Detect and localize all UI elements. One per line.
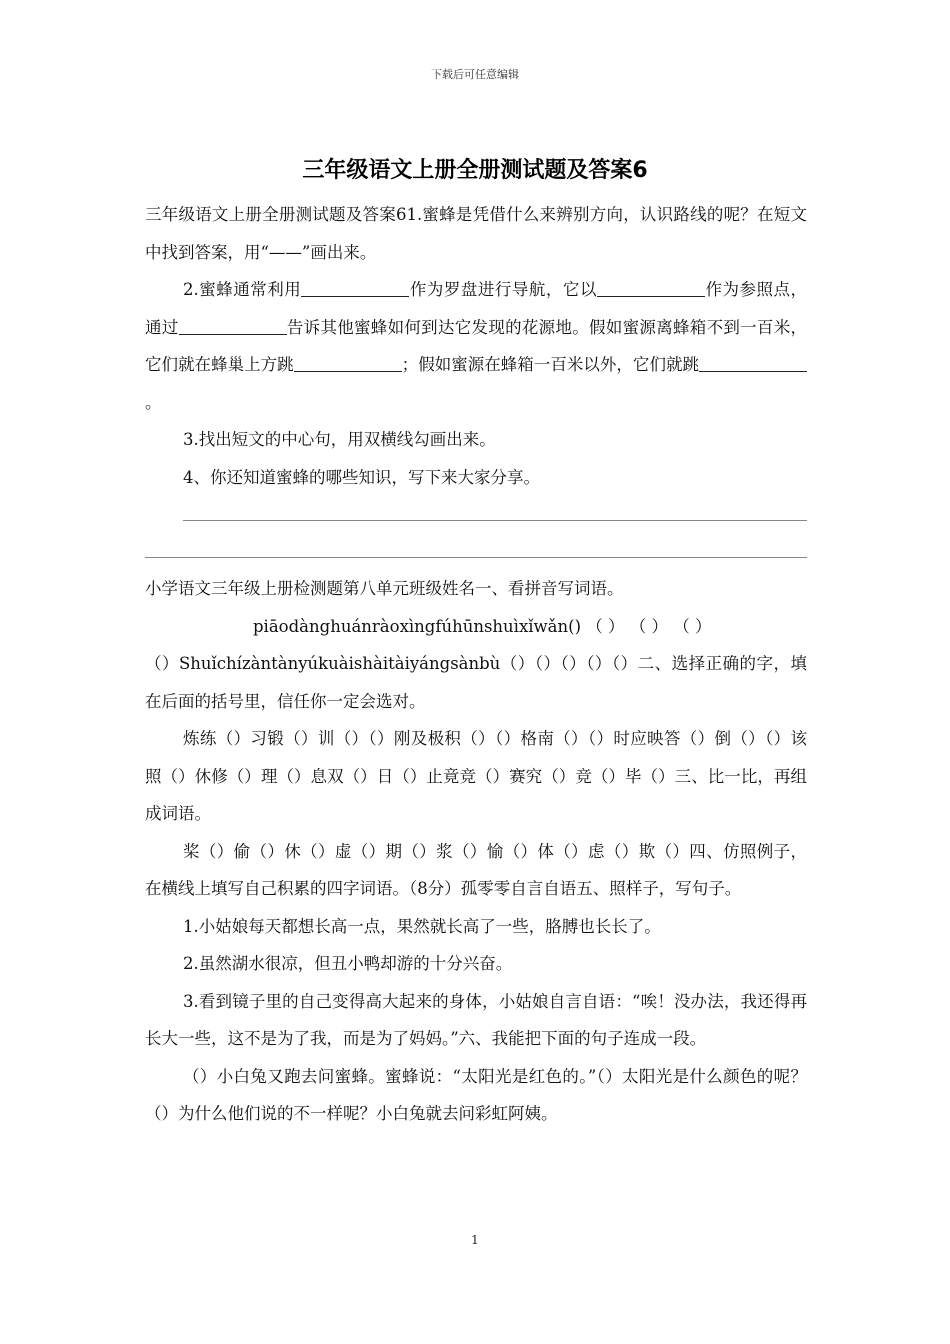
fill-blank[interactable] bbox=[179, 316, 287, 335]
question-2-text-e: ；假如蜜源在蜂箱一百米以外，它们就跳 bbox=[401, 355, 700, 374]
header-note: 下载后可任意编辑 bbox=[431, 68, 519, 81]
ordering-exercise: （）小白兔又跑去问蜜蜂。蜜蜂说：“太阳光是红色的。”（）太阳光是什么颜色的呢？（）为什么他们说的不一样呢？小白兔就去问彩虹阿姨。 bbox=[145, 1066, 807, 1123]
sentence-1: 1.小姑娘每天都想长高一点，果然就长高了一些，胳膊也长长了。 bbox=[183, 916, 661, 936]
document-body bbox=[145, 196, 807, 1133]
choose-characters: 炼练（）习锻（）训（）（）刚及极积（）（）格南（）（）时应映答（）倒（）（）该照（）休修（）理（）息双（）日（）止竟竞（）赛究（）竞（）毕（）三、比一比，再组成词语。 bbox=[145, 729, 807, 823]
section-heading: 小学语文三年级上册检测题第八单元班级姓名一、看拼音写词语。 bbox=[145, 579, 624, 598]
sentence-3: 3.看到镜子里的自己变得高大起来的身体，小姑娘自言自语：“唉！没办法，我还得再长大一些，这不是为了我，而是为了妈妈。”六、我能把下面的句子连成一段。 bbox=[145, 991, 807, 1048]
question-2 bbox=[145, 271, 807, 421]
answer-rule bbox=[183, 520, 807, 521]
question-2-text-a: 2.蜜蜂通常利用 bbox=[183, 280, 302, 299]
pinyin-line-2: （）Shuǐchízàntànyúkuàishàitàiyángsànbù（）（）（）（）（）二、选择正确的字，填在后面的括号里，信任你一定会选对。 bbox=[145, 654, 807, 711]
sentence-2: 2.虽然湖水很凉，但丑小鸭却游的十分兴奋。 bbox=[183, 954, 513, 973]
question-2-text-f: 。 bbox=[145, 392, 162, 412]
fill-blank[interactable] bbox=[301, 278, 409, 297]
question-4: 4、你还知道蜜蜂的哪些知识，写下来大家分享。 bbox=[183, 467, 540, 487]
question-2-text-c: 作为参照点，通过 bbox=[145, 280, 808, 337]
answer-rule bbox=[145, 557, 807, 558]
pinyin-line: piāodànghuánràoxìngfúhūnshuìxǐwǎn() （ ） （ ） （ ） bbox=[253, 616, 712, 636]
question-1: 三年级语文上册全册测试题及答案61.蜜蜂是凭借什么来辨别方向，认识路线的呢？在短文中找到答案，用“——”画出来。 bbox=[145, 205, 807, 262]
fill-blank[interactable] bbox=[597, 278, 705, 297]
fill-blank[interactable] bbox=[699, 353, 807, 372]
fill-blank[interactable] bbox=[294, 353, 402, 372]
compare-words: 桨（）偷（）休（）虚（）期（）浆（）愉（）体（）虑（）欺（）四、仿照例子，在横线上填写自己积累的四字词语。（8分）孤零零自言自语五、照样子，写句子。 bbox=[145, 841, 807, 898]
answer-line[interactable] bbox=[145, 496, 807, 533]
answer-line[interactable] bbox=[145, 533, 807, 570]
page-number: 1 bbox=[471, 1233, 479, 1247]
question-2-text-b: 作为罗盘进行导航，它以 bbox=[409, 280, 597, 299]
question-2-text-d: 告诉其他蜜蜂如何到达它发现的花源地。假如蜜源离蜂箱不到一百米，它们就在蜂巢上方跳 bbox=[145, 317, 808, 374]
question-3: 3.找出短文的中心句，用双横线勾画出来。 bbox=[183, 430, 496, 449]
page-title: 三年级语文上册全册测试题及答案6 bbox=[302, 158, 648, 183]
